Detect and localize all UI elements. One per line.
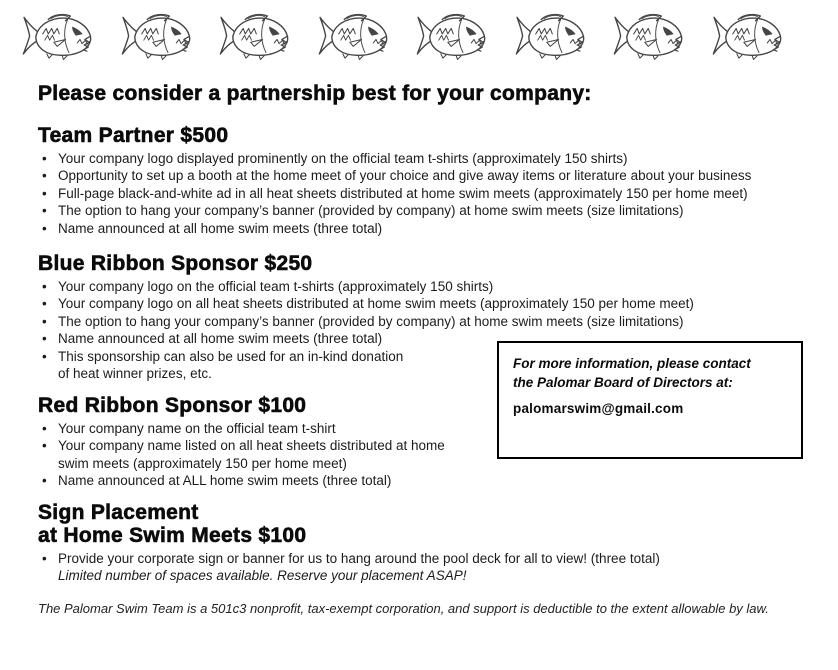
piranha-icon — [318, 9, 394, 63]
piranha-icon — [613, 9, 689, 63]
bullet-marker: • — [42, 313, 47, 329]
red-ribbon-benefits — [38, 420, 493, 490]
bullet-marker: • — [42, 279, 47, 294]
bullet-marker: • — [42, 438, 47, 454]
list-item: • Name announced at all home swim meets (three total) — [38, 330, 694, 347]
list-item: • Full-page black-and-white ad in all heat sheets distributed at home swim meets (approximately 150 per home meet) — [38, 185, 751, 202]
contact-info-box — [497, 341, 803, 459]
bullet-marker: • — [42, 331, 47, 347]
bullet-marker: • — [42, 151, 47, 166]
bullet-marker: • — [42, 421, 47, 436]
section-team-partner — [38, 124, 751, 237]
legal-disclaimer: The Palomar Swim Team is a 501c3 nonprofit, tax-exempt corporation, and support is deductible to the extent allowable by law. — [38, 601, 769, 616]
piranha-icon — [712, 9, 788, 63]
list-item: • The option to hang your company’s banner (provided by company) at home swim meets (size limitations) — [38, 313, 694, 330]
list-item: • Your company name on the official team t-shirt — [38, 420, 493, 437]
piranha-icon — [515, 9, 591, 63]
section-title-blue-ribbon: Blue Ribbon Sponsor $250 — [38, 252, 313, 275]
contact-line: the Palomar Board of Directors at: — [513, 375, 733, 390]
section-sign-placement — [38, 502, 660, 585]
list-item: • Your company logo on the official team t-shirts (approximately 150 shirts) — [38, 278, 694, 295]
list-item: • Provide your corporate sign or banner for us to hang around the pool deck for all to view! (three total) Limited number of spaces available. Reserve your placement ASAP! — [38, 550, 660, 585]
bullet-marker: • — [42, 168, 47, 184]
bullet-marker: • — [42, 296, 47, 312]
list-item: • The option to hang your company’s banner (provided by company) at home swim meets (size limitations) — [38, 202, 751, 219]
section-red-ribbon — [38, 394, 493, 490]
section-title-sign-placement: Sign Placement at Home Swim Meets $100 — [38, 501, 307, 547]
piranha-icon — [22, 9, 98, 63]
section-title-team-partner: Team Partner $500 — [38, 124, 229, 147]
sign-placement-benefits — [38, 550, 660, 585]
list-item: • Your company logo on all heat sheets distributed at home swim meets (approximately 150 per home meet) — [38, 295, 694, 312]
contact-line: For more information, please contact — [513, 356, 751, 371]
list-item: • Your company logo displayed prominently on the official team t-shirts (approximately 150 shirts) — [38, 150, 751, 167]
piranha-icon — [121, 9, 197, 63]
piranha-icon — [219, 9, 295, 63]
page-title: Please consider a partnership best for your company: — [38, 82, 592, 105]
team-partner-benefits — [38, 150, 751, 237]
bullet-marker: • — [42, 348, 47, 364]
list-item: • Name announced at all home swim meets (three total) — [38, 220, 751, 237]
bullet-marker: • — [42, 220, 47, 236]
list-item: • Name announced at ALL home swim meets (three total) — [38, 472, 493, 489]
section-title-red-ribbon: Red Ribbon Sponsor $100 — [38, 394, 307, 417]
list-item: • Your company name listed on all heat sheets distributed at home swim meets (approximately 150 per home meet) — [38, 437, 493, 472]
fish-banner — [22, 8, 788, 64]
bullet-marker: • — [42, 473, 47, 489]
bullet-marker: • — [42, 185, 47, 201]
list-item: • This sponsorship can also be used for an in-kind donation of heat winner prizes, etc. — [38, 348, 694, 383]
contact-email: palomarswim@gmail.com — [513, 401, 684, 416]
piranha-icon — [416, 9, 492, 63]
list-item: • Opportunity to set up a booth at the home meet of your choice and give away items or literature about your business — [38, 167, 751, 184]
bullet-marker: • — [42, 551, 47, 566]
bullet-marker: • — [42, 203, 47, 219]
